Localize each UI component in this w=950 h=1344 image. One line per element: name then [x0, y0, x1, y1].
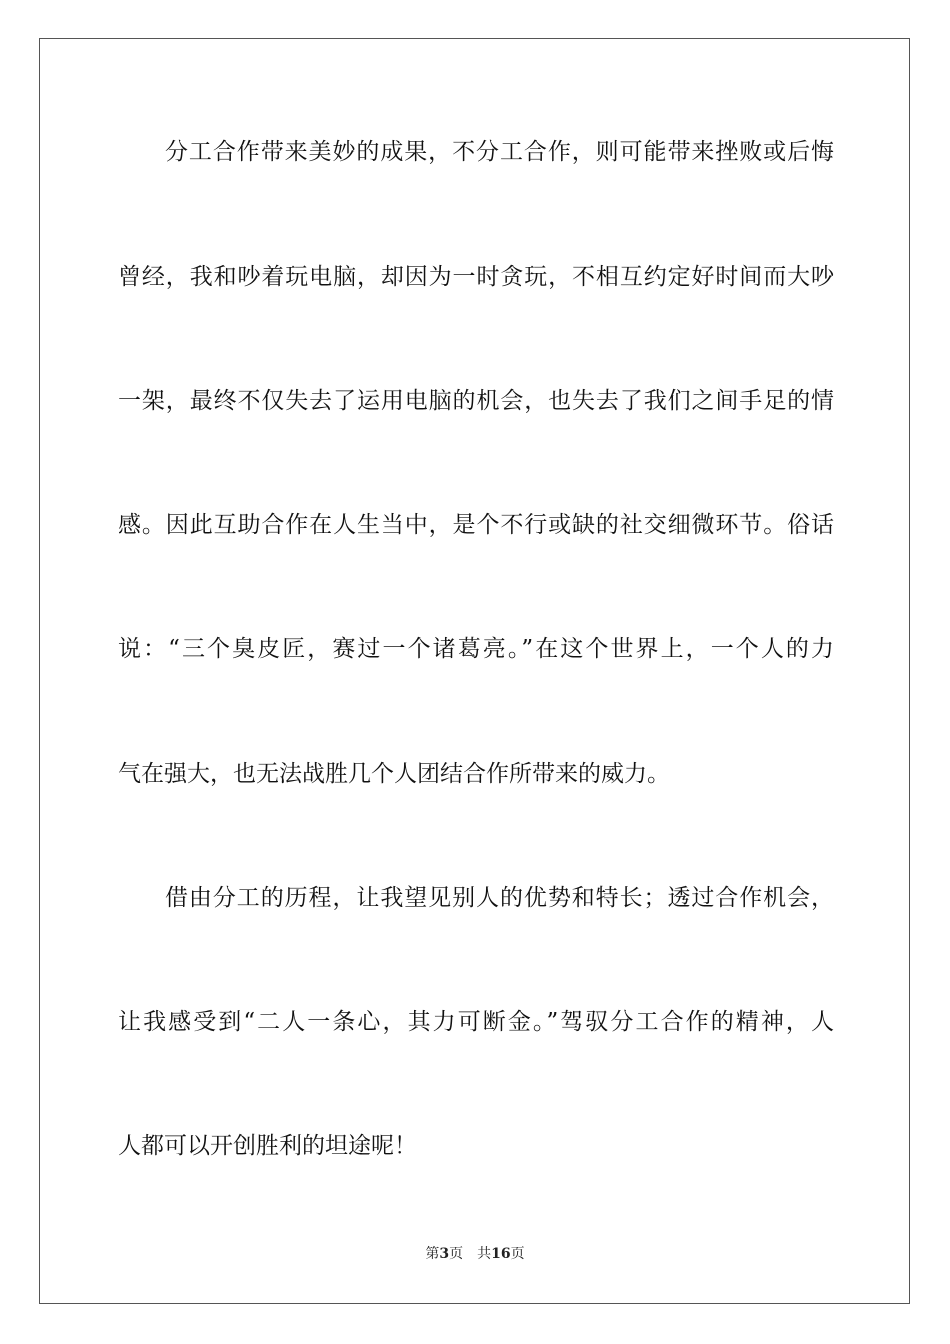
paragraph-3-line-2: 让我感受到“二人一条心，其力可断金。”驾驭分工合作的精神，人 — [118, 1009, 834, 1035]
paragraph-2-line-4: 说：“三个臭皮匠，赛过一个诸葛亮。”在这个世界上，一个人的力 — [118, 636, 834, 662]
total-pages: 16 — [491, 1246, 511, 1262]
page-prefix: 第 — [425, 1246, 440, 1262]
paragraph-3-line-3: 人都可以开创胜利的坦途呢！ — [118, 1133, 417, 1159]
page-suffix: 页 — [449, 1246, 464, 1262]
total-suffix: 页 — [510, 1246, 525, 1262]
page-border — [39, 38, 910, 1304]
paragraph-2-line-1: 曾经，我和吵着玩电脑，却因为一时贪玩，不相互约定好时间而大吵 — [118, 264, 834, 290]
paragraph-2-line-3: 感。因此互助合作在人生当中，是个不行或缺的社交细微环节。俗话 — [118, 512, 834, 538]
paragraph-2-line-2: 一架，最终不仅失去了运用电脑的机会，也失去了我们之间手足的情 — [118, 388, 834, 414]
total-prefix: 共 — [477, 1246, 492, 1262]
page-footer — [0, 1244, 950, 1264]
paragraph-2-line-5: 气在强大，也无法战胜几个人团结合作所带来的威力。 — [118, 761, 670, 787]
paragraph-3-line-1: 借由分工的历程，让我望见别人的优势和特长；透过合作机会， — [165, 885, 834, 911]
paragraph-1-line-1: 分工合作带来美妙的成果，不分工合作，则可能带来挫败或后悔 — [165, 139, 834, 165]
page-number: 3 — [439, 1246, 450, 1262]
